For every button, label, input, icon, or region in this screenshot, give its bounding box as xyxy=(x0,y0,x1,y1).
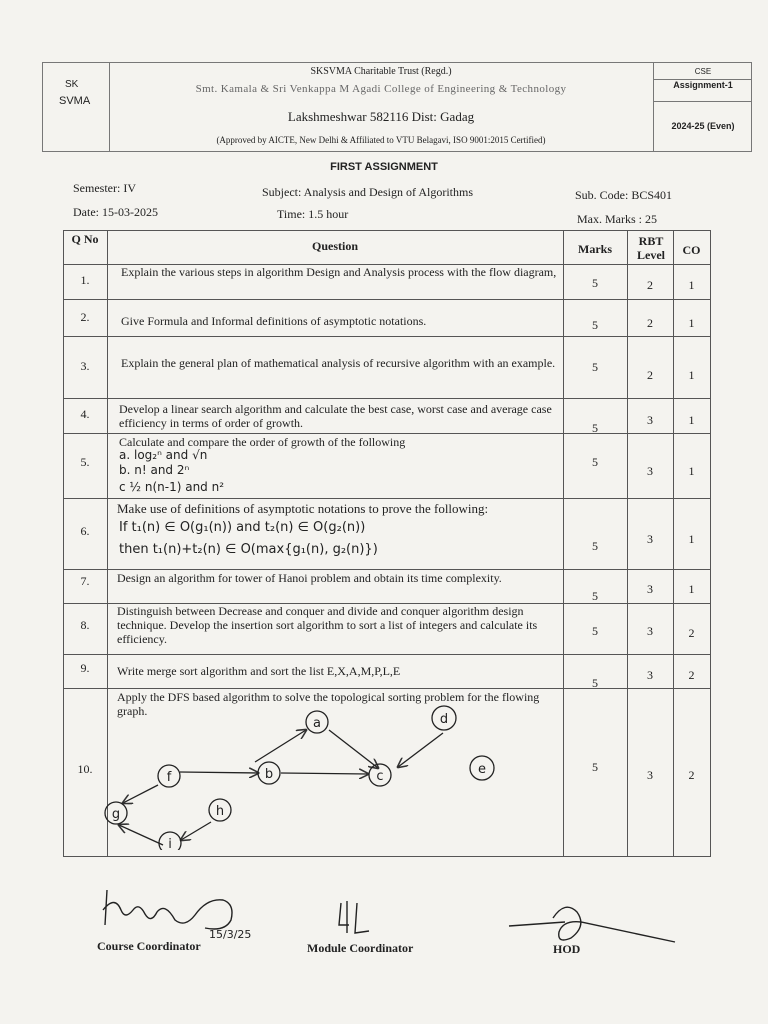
topological-graph xyxy=(103,700,503,850)
hod-signature xyxy=(505,898,680,948)
qno-10: 10. xyxy=(77,762,93,776)
time: Time: 1.5 hour xyxy=(277,207,349,221)
qno-7: 7. xyxy=(80,574,90,588)
assignment-label: Assignment-1 xyxy=(654,80,752,102)
edge-d-c xyxy=(398,733,443,767)
question-4: Develop a linear search algorithm and calculate the best case, worst case and average case efficiency in terms of order of growth. xyxy=(119,402,552,430)
module-coordinator-label: Module Coordinator xyxy=(307,941,414,955)
label-i: i xyxy=(168,837,172,850)
logo-text-top: SK xyxy=(65,79,79,90)
rbt-5: 3 xyxy=(647,464,653,478)
question-3: Explain the general plan of mathematical analysis of recursive algorithm with an example. xyxy=(121,356,556,370)
trust-name: SKSVMA Charitable Trust (Regd.) xyxy=(310,66,452,77)
question-8: Distinguish between Decrease and conquer and divide and conquer algorithm design technique. Develop the insertion sort algorithm to sort a list of integers and calculate its efficiency. xyxy=(117,604,538,646)
marks-6: 5 xyxy=(592,539,598,553)
rbt-4: 3 xyxy=(647,413,653,427)
label-f: f xyxy=(166,770,172,785)
college-name: Smt. Kamala & Sri Venkappa M Agadi College of Engineering & Technology xyxy=(195,83,567,95)
co-2: 1 xyxy=(688,316,695,330)
question-5: Calculate and compare the order of growth of the following xyxy=(119,435,406,449)
question-table xyxy=(63,230,711,857)
rbt-7: 3 xyxy=(647,582,653,596)
edge-h-i xyxy=(181,822,211,840)
marks-3: 5 xyxy=(592,360,598,374)
hand-5c: c ½ n(n-1) and n² xyxy=(119,480,225,494)
marks-2: 5 xyxy=(592,318,598,332)
label-h: h xyxy=(215,804,225,819)
college-address: Lakshmeshwar 582116 Dist: Gadag xyxy=(287,109,475,124)
label-a: a xyxy=(313,716,321,731)
hand-6b: then t₁(n)+t₂(n) ∈ O(max{g₁(n), g₂(n)}) xyxy=(119,542,378,557)
header-co: CO xyxy=(682,243,701,257)
marks-8: 5 xyxy=(592,624,598,638)
qno-8: 8. xyxy=(80,618,90,632)
rbt-1: 2 xyxy=(647,278,653,292)
qno-6: 6. xyxy=(80,524,90,538)
label-c: c xyxy=(376,769,384,784)
question-6: Make use of definitions of asymptotic notations to prove the following: xyxy=(117,501,489,516)
edge-b-c xyxy=(281,773,368,774)
qno-5: 5. xyxy=(80,455,90,469)
marks-9: 5 xyxy=(592,676,598,690)
hand-6a: If t₁(n) ∈ O(g₁(n)) and t₂(n) ∈ O(g₂(n)) xyxy=(119,520,366,535)
qno-1: 1. xyxy=(80,273,90,287)
assignment-info xyxy=(653,63,752,151)
question-2: Give Formula and Informal definitions of asymptotic notations. xyxy=(121,314,427,328)
course-coordinator-label: Course Coordinator xyxy=(97,939,201,953)
date: Date: 15-03-2025 xyxy=(73,205,158,219)
dept-label: CSE xyxy=(654,67,752,80)
marks-4: 5 xyxy=(592,421,598,435)
label-b: b xyxy=(264,767,274,782)
label-g: g xyxy=(111,807,121,822)
edge-b-a xyxy=(255,730,306,762)
subject: Subject: Analysis and Design of Algorithms xyxy=(262,185,473,199)
rbt-6: 3 xyxy=(647,532,653,546)
header-question: Question xyxy=(311,239,358,253)
qno-2: 2. xyxy=(80,310,90,324)
rbt-2: 2 xyxy=(647,316,653,330)
co-10: 2 xyxy=(688,768,695,782)
rbt-8: 3 xyxy=(647,624,653,638)
hand-5b: b. n! and 2ⁿ xyxy=(119,463,190,477)
label-d: d xyxy=(439,712,449,727)
co-5: 1 xyxy=(688,464,695,478)
college-info xyxy=(109,63,653,151)
rbt-3: 2 xyxy=(647,368,653,382)
edge-f-g xyxy=(123,785,158,803)
academic-year: 2024-25 (Even) xyxy=(671,121,735,131)
hod-label: HOD xyxy=(553,942,581,956)
edge-f-b xyxy=(180,772,258,773)
question-10: Apply the DFS based algorithm to solve the topological sorting problem for the flowing graph. xyxy=(117,690,540,718)
signature-date: 15/3/25 xyxy=(209,928,252,940)
edge-i-g xyxy=(119,825,163,845)
subject-code: Sub. Code: BCS401 xyxy=(575,188,673,202)
header-rbt: RBT Level xyxy=(637,234,665,262)
co-6: 1 xyxy=(688,532,695,546)
module-coordinator-signature xyxy=(335,895,385,940)
question-7: Design an algorithm for tower of Hanoi problem and obtain its time complexity. xyxy=(117,571,502,585)
college-logo xyxy=(43,63,110,151)
label-e: e xyxy=(478,762,486,777)
approval-note: (Approved by AICTE, New Delhi & Affiliated to VTU Belagavi, ISO 9001:2015 Certified) xyxy=(216,135,546,145)
rbt-10: 3 xyxy=(647,768,653,782)
question-9: Write merge sort algorithm and sort the list E,X,A,M,P,L,E xyxy=(117,664,401,678)
question-1: Explain the various steps in algorithm Design and Analysis process with the flow diagram, xyxy=(121,265,557,279)
course-coordinator-signature xyxy=(95,880,265,940)
marks-7: 5 xyxy=(592,589,598,603)
edge-a-c xyxy=(329,730,378,768)
qno-3: 3. xyxy=(80,359,90,373)
page-title: FIRST ASSIGNMENT xyxy=(330,161,438,173)
marks-1: 5 xyxy=(592,276,598,290)
header-qno: Q No xyxy=(71,232,99,246)
co-1: 1 xyxy=(688,278,695,292)
logo-text-bottom: SVMA xyxy=(59,95,91,107)
co-8: 2 xyxy=(688,626,695,640)
max-marks: Max. Marks : 25 xyxy=(577,212,657,226)
qno-9: 9. xyxy=(80,661,90,675)
co-7: 1 xyxy=(688,582,695,596)
marks-5: 5 xyxy=(592,455,598,469)
rbt-9: 3 xyxy=(647,668,653,682)
hand-5a: a. log₂ⁿ and √n xyxy=(119,448,208,462)
co-4: 1 xyxy=(688,413,695,427)
semester: Semester: IV xyxy=(73,181,136,195)
co-3: 1 xyxy=(688,368,695,382)
marks-10: 5 xyxy=(592,760,598,774)
header-marks: Marks xyxy=(578,242,612,256)
header-box xyxy=(42,62,752,152)
qno-4: 4. xyxy=(80,407,90,421)
co-9: 2 xyxy=(688,668,695,682)
